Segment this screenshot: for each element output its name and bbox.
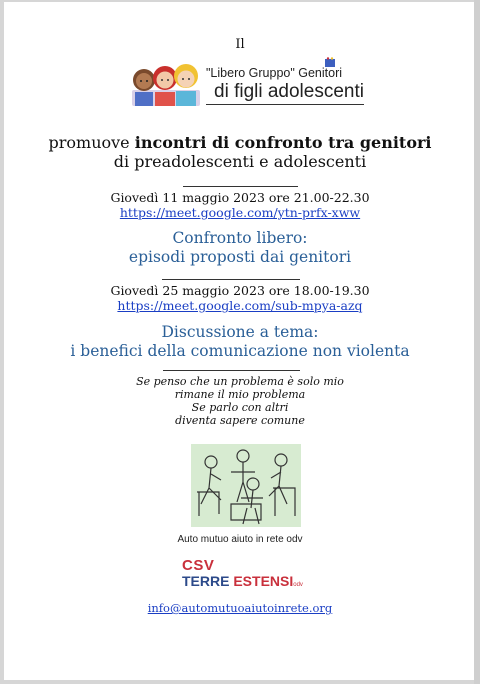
divider (183, 186, 298, 187)
meeting-1-topic-detail: episodi proposti dai genitori (128, 248, 352, 266)
meeting-2-date: Giovedì 25 maggio 2023 ore 18.00-19.30 (110, 283, 370, 298)
csv-logo-suffix: odv (293, 582, 303, 588)
quote-line: rimane il mio problema (174, 388, 306, 401)
logo (128, 56, 368, 110)
meeting-2-topic-detail: i benefici della comunicazione non violenta (70, 342, 410, 360)
children-faces-icon (128, 56, 204, 106)
logo-underline (206, 104, 364, 105)
csv-logo-top: CSV (182, 557, 215, 574)
promo-emphasis: incontri di confronto tra genitori (134, 133, 432, 152)
promo-heading (0, 133, 480, 171)
csv-logo-estensi: ESTENSI (233, 573, 294, 589)
meeting-2-topic-title: Discussione a tema: (161, 323, 319, 341)
meeting-1-link[interactable]: https://meet.google.com/ytn-prfx-xww (119, 205, 361, 220)
contact-email-link[interactable]: info@automutuoaiutoinrete.org (147, 601, 333, 615)
csv-logo-terre: TERRE (182, 573, 230, 589)
quote-block (0, 375, 480, 427)
meeting-1-date: Giovedì 11 maggio 2023 ore 21.00-22.30 (110, 190, 370, 205)
promo-prefix: promuove (48, 133, 130, 152)
divider (163, 370, 300, 371)
group-meeting-illustration (191, 444, 301, 527)
logo-title-line2: di figli adolescenti (214, 81, 364, 102)
divider (162, 279, 300, 280)
logo-title-line1: "Libero Gruppo" Genitori (206, 66, 343, 80)
illustration-caption: Auto mutuo aiuto in rete odv (177, 534, 303, 545)
meeting-1-topic-title: Confronto libero: (172, 229, 308, 247)
quote-line: Se penso che un problema è solo mio (136, 375, 344, 388)
quote-line: Se parlo con altri (191, 401, 289, 414)
group-meeting-icon (191, 444, 301, 527)
intro-text: Il (235, 37, 245, 52)
quote-line: diventa sapere comune (175, 414, 305, 427)
csv-logo (182, 557, 332, 593)
meeting-2-link[interactable]: https://meet.google.com/sub-mpya-azq (117, 298, 363, 313)
promo-subline: di preadolescenti e adolescenti (113, 152, 367, 171)
csv-logo-bottom (182, 573, 303, 589)
